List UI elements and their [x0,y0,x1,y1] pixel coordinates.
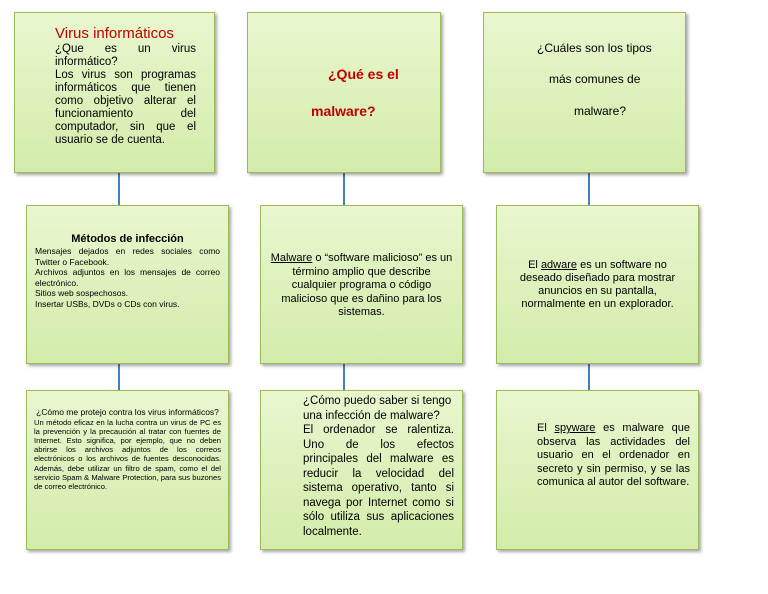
malware-term: Malware [270,252,313,264]
adware-prefix: El [528,259,541,271]
spyware-definition [537,422,690,490]
adware-box [496,205,699,364]
protection-question: ¿Cómo me protejo contra los virus informáticos? [36,407,219,417]
malware-detection-text: El ordenador se ralentiza. Uno de los efectos principales del malware es reducir la velocidad del sistema operativo, tanto si navega por Internet como si sólo utiliza sus aplicaciones localmente. [303,424,454,538]
virus-title: Virus informáticos [55,25,174,42]
protection-box [26,390,229,550]
infection-method-item: Sitios web sospechosos. [35,288,129,298]
virus-definition: Los virus son programas informáticos que tienen como objetivo alterar el funcionamiento del computador, sin que el usuario se de cuenta. [55,69,196,146]
malware-question-line2: malware? [311,103,376,119]
infection-method-item: Mensajes dejados en redes sociales como Twitter o Facebook. [35,246,220,267]
protection-text: Un método eficaz en la lucha contra un virus de PC es la prevención y la precaución al tratar con fuentes de Internet. Esto significa, por ejemplo, que no deben abrirse los archivos adjuntos de los correos electrónicos o los archivos de fuentes desconocidas. Además, debe utilizar un filtro de spam, como el del servicio Spam & Malware Protection, para sus buzones de correo electrónico. [34,417,221,491]
connector-col3-bottom [588,364,590,390]
connector-col3-top [588,173,590,205]
malware-question-box [247,12,441,173]
malware-types-line3: malware? [574,104,627,118]
malware-definition-text: o “software malicioso” es un término amplio que describe cualquier programa o código malicioso que es dañino para los sistemas. [281,252,453,318]
spyware-term: spyware [554,422,596,434]
malware-definition-box [260,205,463,364]
connector-col1-top [118,173,120,205]
spyware-definition-text: es malware que observa las actividades del usuario en el ordenador en secreto y sin permiso, y se las comunica al autor del software. [537,422,690,488]
adware-term: adware [540,259,578,271]
virus-intro-box [14,12,215,173]
spyware-box [496,390,699,550]
infection-methods-box [26,205,229,364]
infection-method-item: Insertar USBs, DVDs o CDs con virus. [35,298,180,309]
malware-detection-box [260,390,463,550]
connector-col2-bottom [343,364,345,390]
adware-definition-text: es un software no deseado diseñado para mostrar anuncios en su pantalla, normalmente en un explorador. [519,259,676,310]
malware-definition [269,252,454,320]
malware-question-line1: ¿Qué es el [328,66,399,82]
infection-method-item: Archivos adjuntos en los mensajes de correo electrónico. [35,267,220,288]
connector-col2-top [343,173,345,205]
virus-question: ¿Que es un virus informático? [55,43,196,68]
connector-col1-bottom [118,364,120,390]
malware-types-question-box [483,12,686,173]
adware-definition [511,259,684,311]
malware-types-line1: ¿Cuáles son los tipos [537,41,652,55]
spyware-prefix: El [537,422,555,434]
malware-types-line2: más comunes de [549,72,641,86]
malware-detection-question: ¿Cómo puedo saber si tengo una infección de malware? [303,395,452,422]
infection-methods-heading: Métodos de infección [71,233,184,245]
